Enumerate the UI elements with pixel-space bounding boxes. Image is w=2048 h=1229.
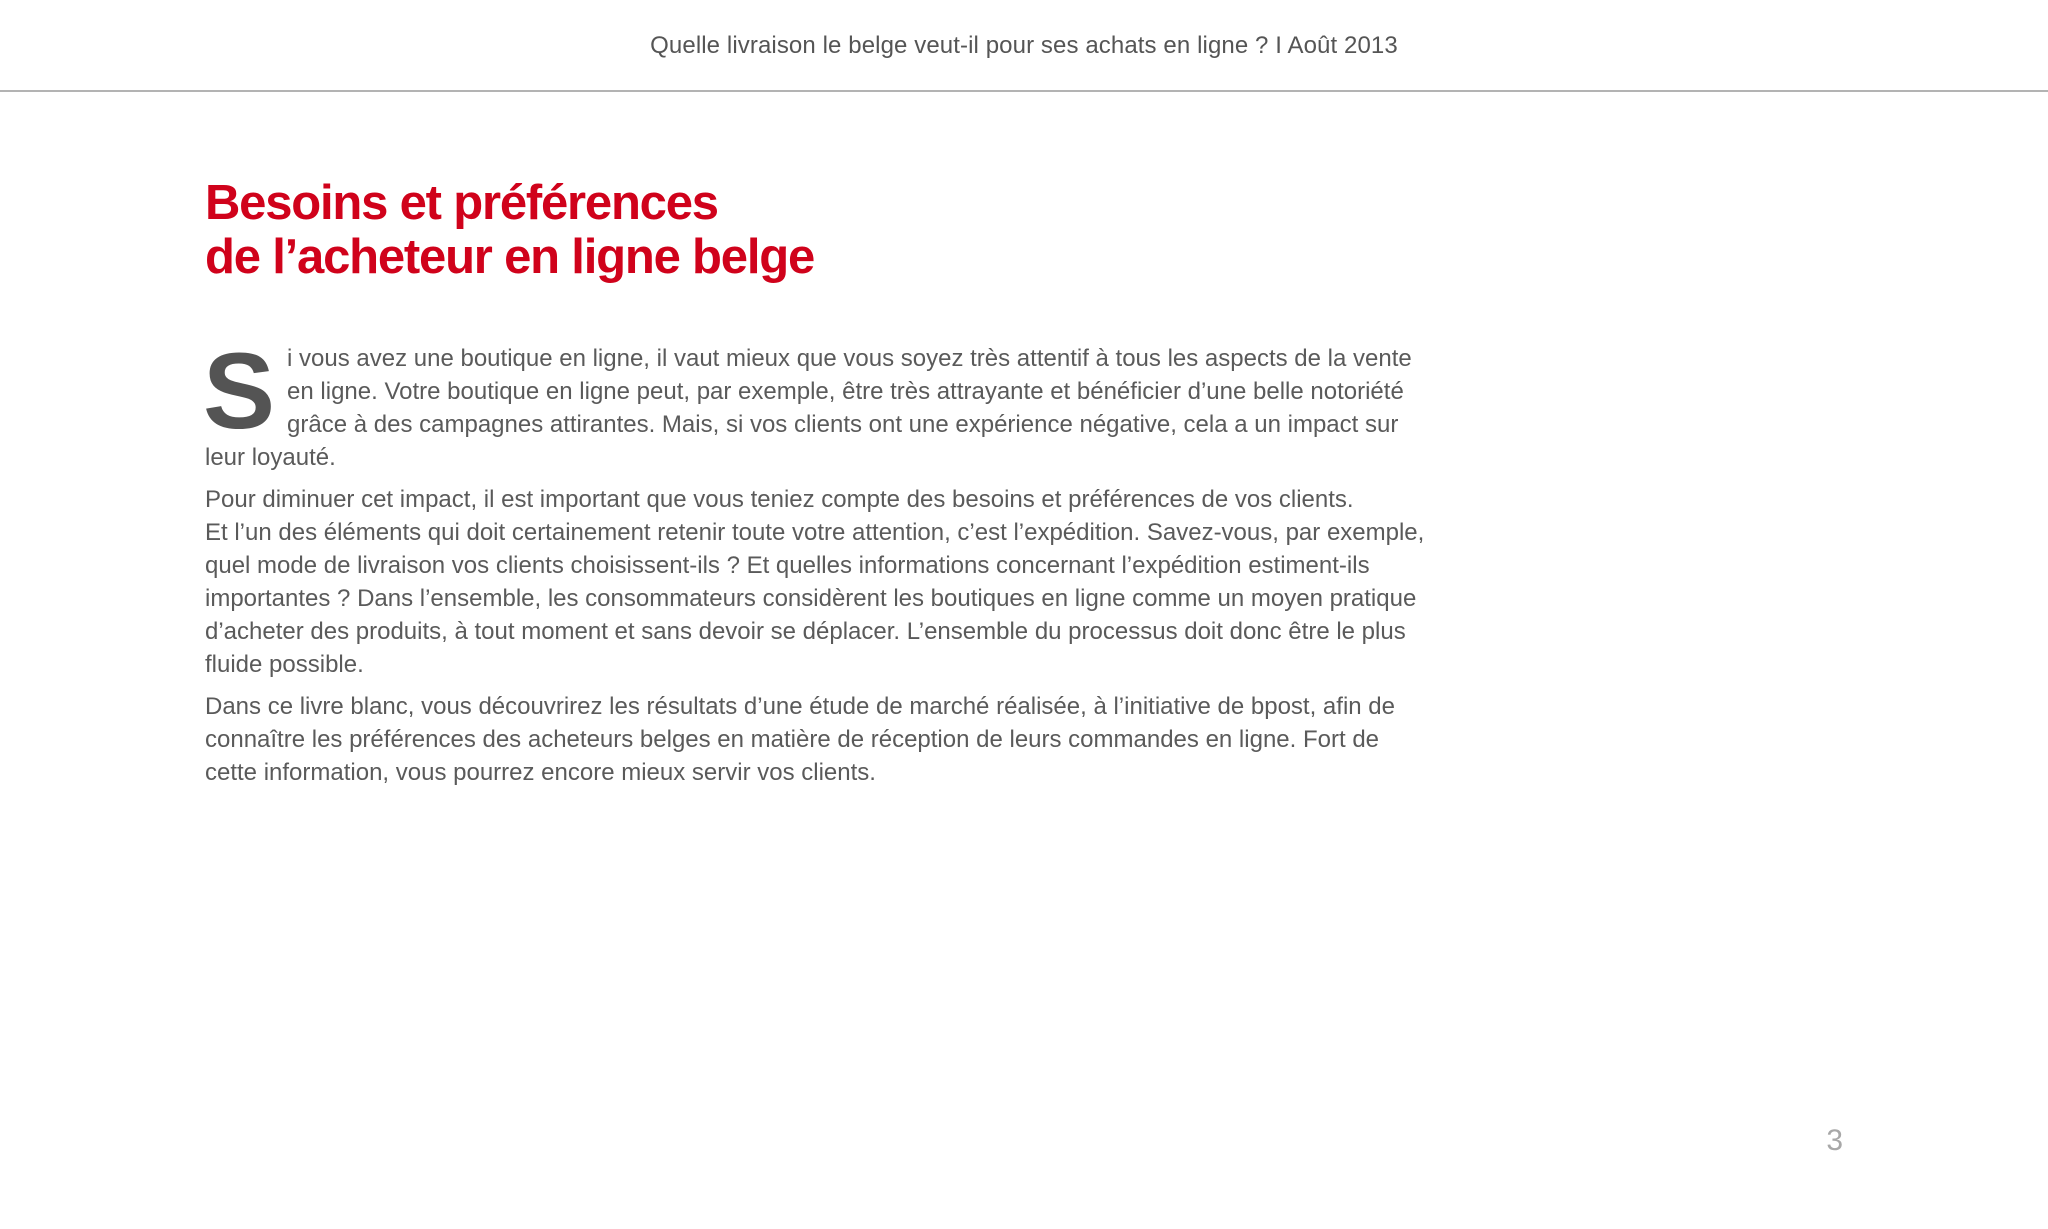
- section-title-line-2: de l’acheteur en ligne belge: [205, 230, 815, 284]
- paragraph-impact-text: Et l’un des éléments qui doit certainement retenir toute votre attention, c’est l’expédition. Savez-vous, par exemple, quel mode de livraison vos clients choisissent-ils ? Et quelles informations concernant l’expédition estiment-ils importantes ? Dans l’ensemble, les consommateurs considèrent les boutiques en ligne comme un moyen pratique d’acheter des produits, à tout moment et sans devoir se déplacer. L’ensemble du processus doit donc être le plus fluide possible.: [205, 519, 1425, 678]
- paragraph-intro-text: i vous avez une boutique en ligne, il vaut mieux que vous soyez très attentif à tous les aspects de la vente en ligne. Votre boutique en ligne peut, par exemple, être très attrayante et bénéficier d’une belle notoriété grâce à des campagnes attirantes. Mais, si vos clients ont une expérience négative, cela a un impact sur leur loyauté.: [205, 345, 1412, 471]
- running-header: [0, 0, 2048, 92]
- paragraph-impact: [205, 483, 1425, 681]
- body-text: [203, 330, 1425, 798]
- running-header-title: Quelle livraison le belge veut-il pour ses achats en ligne ? I Août 2013: [650, 32, 1398, 59]
- section-title-line-1: Besoins et préférences: [205, 176, 718, 230]
- paragraph-intro: [203, 330, 1425, 474]
- drop-cap: S: [203, 330, 276, 451]
- paragraph-white-paper: Dans ce livre blanc, vous découvrirez les résultats d’une étude de marché réalisée, à l’initiative de bpost, afin de connaître les préférences des acheteurs belges en matière de réception de leurs commandes en ligne. Fort de cette information, vous pourrez encore mieux servir vos clients.: [205, 693, 1395, 786]
- section-title: [205, 176, 814, 284]
- paragraph-impact-line-1: Pour diminuer cet impact, il est important que vous teniez compte des besoins et préférences de vos clients.: [205, 486, 1354, 513]
- page-number: 3: [1826, 1124, 1843, 1157]
